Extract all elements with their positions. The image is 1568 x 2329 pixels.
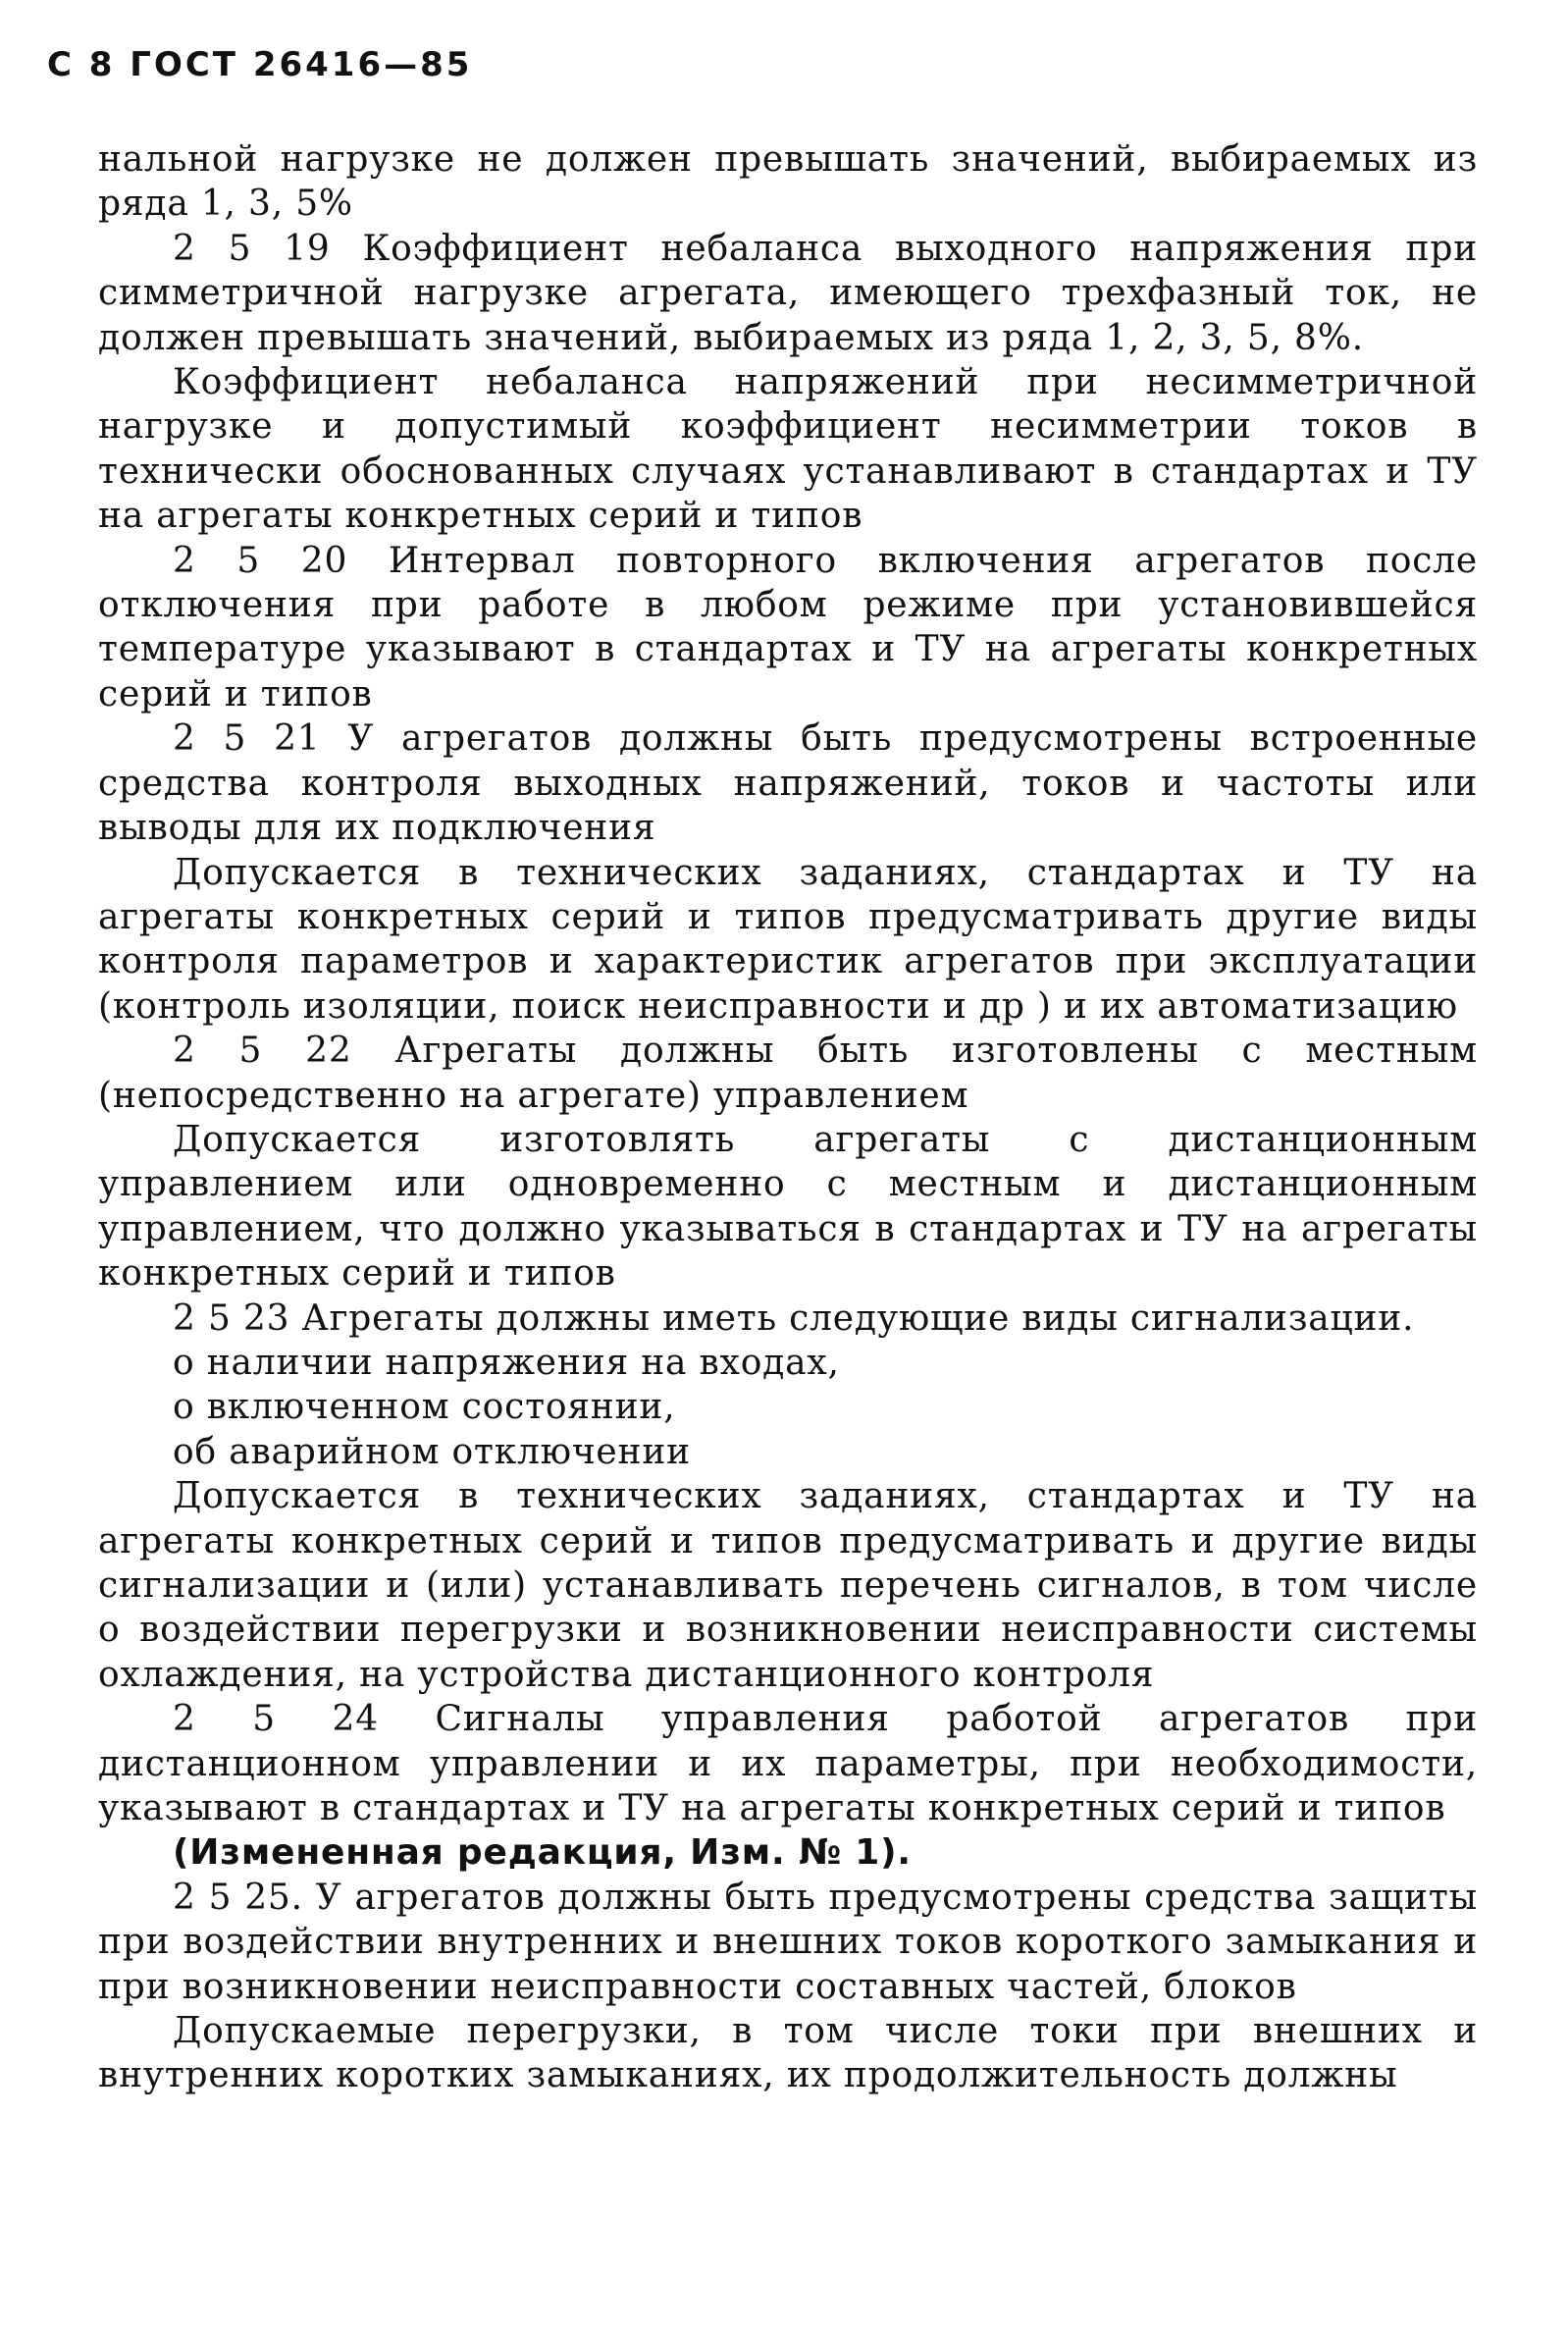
clause-2-5-21: 2 5 21 У агрегатов должны быть предусмотрены встроенные средства контроля выходных напряжений, токов и частоты или выводы для их подключения bbox=[98, 718, 1478, 849]
paragraph-remote-control-note: Допускается изготовлять агрегаты с дистанционным управлением или одновременно с местным и дистанционным управлением, что должно указываться в стандартах и ТУ на агрегаты конкретных серий и типов bbox=[98, 1119, 1478, 1295]
clause-2-5-19: 2 5 19 Коэффициент небаланса выходного напряжения при симметричной нагрузке агрегата, имеющего трехфазный ток, не должен превышать значений, выбираемых из ряда 1, 2, 3, 5, 8%. bbox=[98, 228, 1478, 358]
list-item: о наличии напряжения на входах, bbox=[173, 1342, 840, 1383]
clause-2-5-20: 2 5 20 Интервал повторного включения агрегатов после отключения при работе в любом режиме при установившейся температуре указывают в стандартах и ТУ на агрегаты конкретных серий и типов bbox=[98, 540, 1478, 715]
clause-2-5-25: 2 5 25. У агрегатов должны быть предусмотрены средства защиты при воздействии внутренних и внешних токов короткого замыкания и при возникновении неисправности составных частей, блоков bbox=[98, 1877, 1478, 2007]
clause-2-5-24: 2 5 24 Сигналы управления работой агрегатов при дистанционном управлении и их параметры, при необходимости, указывают в стандартах и ТУ на агрегаты конкретных серий и типов bbox=[98, 1699, 1478, 1829]
paragraph-unbalance-note: Коэффициент небаланса напряжений при несимметричной нагрузке и допустимый коэффициент несимметрии токов в технически обоснованных случаях устанавливают в стандартах и ТУ на агрегаты конкретных серий и типов bbox=[98, 362, 1478, 537]
clause-2-5-23: 2 5 23 Агрегаты должны иметь следующие виды сигнализации. bbox=[173, 1297, 1415, 1339]
list-item: об аварийном отключении bbox=[173, 1431, 691, 1472]
clause-2-5-22: 2 5 22 Агрегаты должны быть изготовлены с местным (непосредственно на агрегате) управлением bbox=[98, 1031, 1478, 1116]
page-header: С 8 ГОСТ 26416—85 bbox=[47, 45, 473, 84]
paragraph-signaling-note: Допускается в технических заданиях, стандартах и ТУ на агрегаты конкретных серий и типов предусматривать и другие виды сигнализации и (или) устанавливать перечень сигналов, в том числе о воздействии перегрузки и возникновении неисправности системы охлаждения, на устройства дистанционного контроля bbox=[98, 1476, 1478, 1695]
amendment-note: (Измененная редакция, Изм. № 1). bbox=[173, 1832, 912, 1874]
paragraph-overload-note: Допускаемые перегрузки, в том числе токи при внешних и внутренних коротких замыканиях, их продолжительность должны bbox=[98, 2011, 1478, 2096]
paragraph-continuation: нальной нагрузке не должен превышать значений, выбираемых из ряда 1, 3, 5% bbox=[98, 139, 1478, 225]
list-item: о включенном состоянии, bbox=[173, 1387, 676, 1428]
paragraph-control-note: Допускается в технических заданиях, стандартах и ТУ на агрегаты конкретных серий и типов предусматривать другие виды контроля параметров и характеристик агрегатов при эксплуатации (контроль изоляции, поиск неисправности и др ) и их автоматизацию bbox=[98, 852, 1478, 1027]
document-body bbox=[98, 137, 1478, 2098]
